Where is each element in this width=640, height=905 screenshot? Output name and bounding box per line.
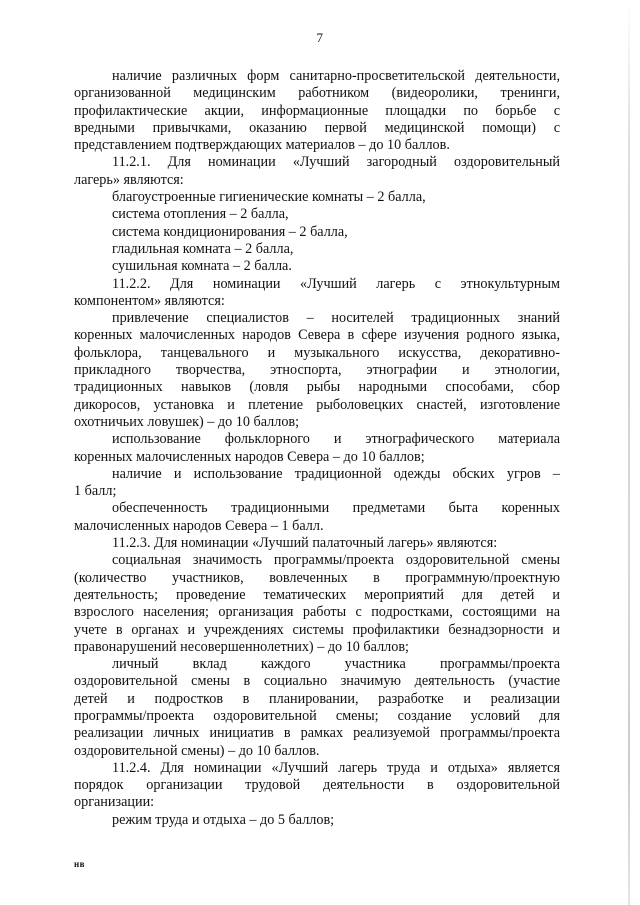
text-line: профилактические акции, информационные площадки по борьбе с <box>74 102 560 119</box>
text-line: оздоровительной смены в социально значимую деятельность (участие <box>74 673 560 690</box>
text-line: реализации личных инициатив в рамках реализуемой программы/проекта <box>74 725 560 742</box>
text-line: порядок организации трудовой деятельности в оздоровительной <box>74 777 560 794</box>
text-line: наличие различных форм санитарно-просветительской деятельности, <box>112 68 560 84</box>
text-line: лагерь» являются: <box>74 171 184 188</box>
text-line: социальная значимость программы/проекта оздоровительной смены <box>112 552 560 569</box>
text-line: 1 балл; <box>74 483 117 500</box>
text-line: дикоросов, установка и плетение рыболовецких снастей, изготовление <box>74 396 560 413</box>
text-line: организованной медицинским работником (видеоролики, тренинги, <box>74 85 560 102</box>
text-line: охотничьих ловушек) – до 10 баллов; <box>74 413 300 430</box>
text-line: прикладного творчества, этноспорта, этнографии и этнологии, <box>74 362 560 379</box>
text-line: представлением подтверждающих материалов – до 10 баллов. <box>74 137 450 154</box>
text-line: 11.2.1. Для номинации «Лучший загородный оздоровительный <box>112 154 560 171</box>
text-line: коренных малочисленных народов Севера – до 10 баллов; <box>74 448 425 465</box>
text-line: вредными привычками, оказанию первой медицинской помощи) с <box>74 119 560 136</box>
text-line: личный вклад каждого участника программы/проекта <box>112 656 560 673</box>
text-line: гладильная комната – 2 балла, <box>112 240 294 257</box>
text-line: обеспеченность традиционными предметами быта коренных <box>112 500 560 517</box>
text-line: детей и подростков в планировании, разработке и реализации <box>74 690 560 707</box>
document-body <box>74 68 560 829</box>
text-line: учете в органах и учреждениях системы профилактики безнадзорности и <box>74 621 560 638</box>
text-line: режим труда и отдыха – до 5 баллов; <box>112 811 335 828</box>
text-line: традиционных навыков (ловля рыбы народными способами, сбор <box>74 379 560 396</box>
text-line: привлечение специалистов – носителей традиционных знаний <box>112 310 560 327</box>
footer-initials: нв <box>74 859 86 869</box>
text-line: система кондиционирования – 2 балла, <box>112 223 348 240</box>
text-line: правонарушений несовершеннолетних) – до 10 баллов; <box>74 638 409 655</box>
text-line: программы/проекта оздоровительной смены; создание условий для <box>74 707 560 724</box>
text-line: система отопления – 2 балла, <box>112 206 289 223</box>
text-line: 11.2.2. Для номинации «Лучший лагерь с этнокультурным <box>112 275 560 292</box>
text-line: благоустроенные гигиенические комнаты – 2 балла, <box>112 189 426 206</box>
text-line: наличие и использование традиционной одежды обских угров – <box>112 465 560 482</box>
text-line: деятельность; проведение тематических мероприятий для детей и <box>74 586 560 603</box>
text-line: фольклора, танцевального и музыкального искусства, декоративно- <box>74 344 560 361</box>
text-line: использование фольклорного и этнографического материала <box>112 431 560 448</box>
text-line: коренных малочисленных народов Севера в сфере изучения родного языка, <box>74 327 560 344</box>
text-line: (количество участников, вовлеченных в программную/проектную <box>74 569 560 586</box>
page-number: 7 <box>316 30 324 45</box>
text-line: сушильная комната – 2 балла. <box>112 258 292 275</box>
scan-edge <box>628 0 630 905</box>
text-line: компонентом» являются: <box>74 292 225 309</box>
text-line: 11.2.3. Для номинации «Лучший палаточный лагерь» являются: <box>112 535 498 552</box>
text-line: 11.2.4. Для номинации «Лучший лагерь труда и отдыха» является <box>112 759 560 776</box>
text-line: организации: <box>74 794 155 811</box>
text-line: малочисленных народов Севера – 1 балл. <box>74 517 324 534</box>
text-line: оздоровительной смены) – до 10 баллов. <box>74 742 320 759</box>
text-line: взрослого населения; организация работы с подростками, состоящими на <box>74 604 560 621</box>
